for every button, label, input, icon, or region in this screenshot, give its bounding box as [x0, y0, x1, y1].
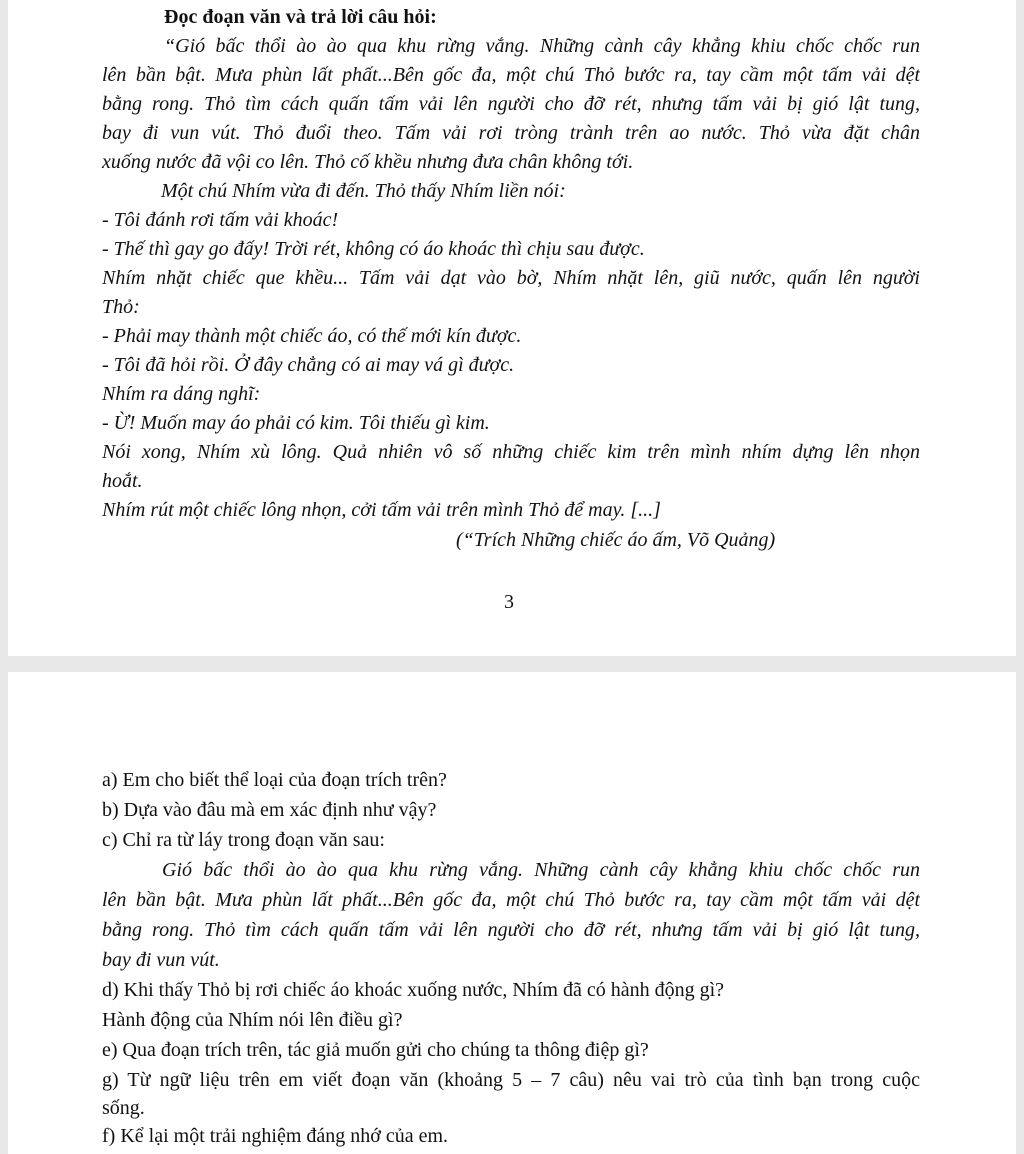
- question-e: e) Qua đoạn trích trên, tác giả muốn gửi cho chúng ta thông điệp gì?: [102, 1039, 649, 1061]
- question-g-continued: sống.: [102, 1097, 145, 1119]
- passage-line-4: bay đi vun vút. Thỏ đuổi theo. Tấm vải rơi tròng trành trên ao nước. Thỏ vừa đặt chân: [102, 122, 920, 144]
- excerpt-line-2: lên bần bật. Mưa phùn lất phất...Bên gốc đa, một chú Thỏ bước ra, tay cầm một tấm vải dệt: [102, 889, 920, 911]
- question-g: g) Từ ngữ liệu trên em viết đoạn văn (khoảng 5 – 7 câu) nêu vai trò của tình bạn trong cuộc: [102, 1069, 920, 1091]
- heading: Đọc đoạn văn và trả lời câu hỏi:: [164, 6, 437, 28]
- passage-line-6: Một chú Nhím vừa đi đến. Thỏ thấy Nhím liền nói:: [161, 180, 566, 202]
- passage-line-2: lên bần bật. Mưa phùn lất phất...Bên gốc đa, một chú Thỏ bước ra, tay cầm một tấm vải dệt: [102, 64, 920, 86]
- passage-line-3: bằng rong. Thỏ tìm cách quấn tấm vải lên người cho đỡ rét, nhưng tấm vải bị gió lật tung,: [102, 93, 920, 115]
- question-d-followup: Hành động của Nhím nói lên điều gì?: [102, 1009, 403, 1031]
- passage-line-8: - Thế thì gay go đấy! Trời rét, không có áo khoác thì chịu sau được.: [102, 238, 645, 260]
- document-page-2: [8, 672, 1016, 1154]
- passage-line-11: - Phải may thành một chiếc áo, có thế mới kín được.: [102, 325, 522, 347]
- passage-line-16: hoắt.: [102, 470, 143, 492]
- question-d: d) Khi thấy Thỏ bị rơi chiếc áo khoác xuống nước, Nhím đã có hành động gì?: [102, 979, 725, 1001]
- question-f: f) Kể lại một trải nghiệm đáng nhớ của em.: [102, 1125, 449, 1147]
- source-citation: (“Trích Những chiếc áo ấm, Võ Quảng): [456, 529, 776, 551]
- passage-line-17: Nhím rút một chiếc lông nhọn, cởi tấm vải trên mình Thỏ để may. [...]: [102, 499, 661, 521]
- excerpt-line-3: bằng rong. Thỏ tìm cách quấn tấm vải lên người cho đỡ rét, nhưng tấm vải bị gió lật tung,: [102, 919, 920, 941]
- passage-line-14: - Ừ! Muốn may áo phải có kim. Tôi thiếu gì kim.: [102, 412, 490, 434]
- page-number: 3: [504, 591, 514, 613]
- passage-line-13: Nhím ra dáng nghĩ:: [102, 383, 261, 405]
- passage-line-5: xuống nước đã vội co lên. Thỏ cố khều nhưng đưa chân không tới.: [102, 151, 634, 173]
- excerpt-line-1: Gió bấc thổi ào ào qua khu rừng vắng. Những cành cây khẳng khiu chốc chốc run: [162, 859, 920, 881]
- question-a: a) Em cho biết thể loại của đoạn trích trên?: [102, 769, 447, 791]
- passage-line-9: Nhím nhặt chiếc que khều... Tấm vải dạt vào bờ, Nhím nhặt lên, giũ nước, quấn lên người: [102, 267, 920, 289]
- passage-line-12: - Tôi đã hỏi rồi. Ở đây chẳng có ai may vá gì được.: [102, 354, 515, 376]
- document-page-1: [8, 0, 1016, 656]
- passage-line-10: Thỏ:: [102, 296, 140, 318]
- passage-line-15: Nói xong, Nhím xù lông. Quả nhiên vô số những chiếc kim trên mình nhím dựng lên nhọn: [102, 441, 920, 463]
- excerpt-line-4: bay đi vun vút.: [102, 949, 220, 971]
- question-c: c) Chỉ ra từ láy trong đoạn văn sau:: [102, 829, 385, 851]
- passage-line-7: - Tôi đánh rơi tấm vải khoác!: [102, 209, 339, 231]
- question-b: b) Dựa vào đâu mà em xác định như vậy?: [102, 799, 437, 821]
- passage-line-1: “Gió bấc thổi ào ào qua khu rừng vắng. Những cành cây khẳng khiu chốc chốc run: [164, 35, 920, 57]
